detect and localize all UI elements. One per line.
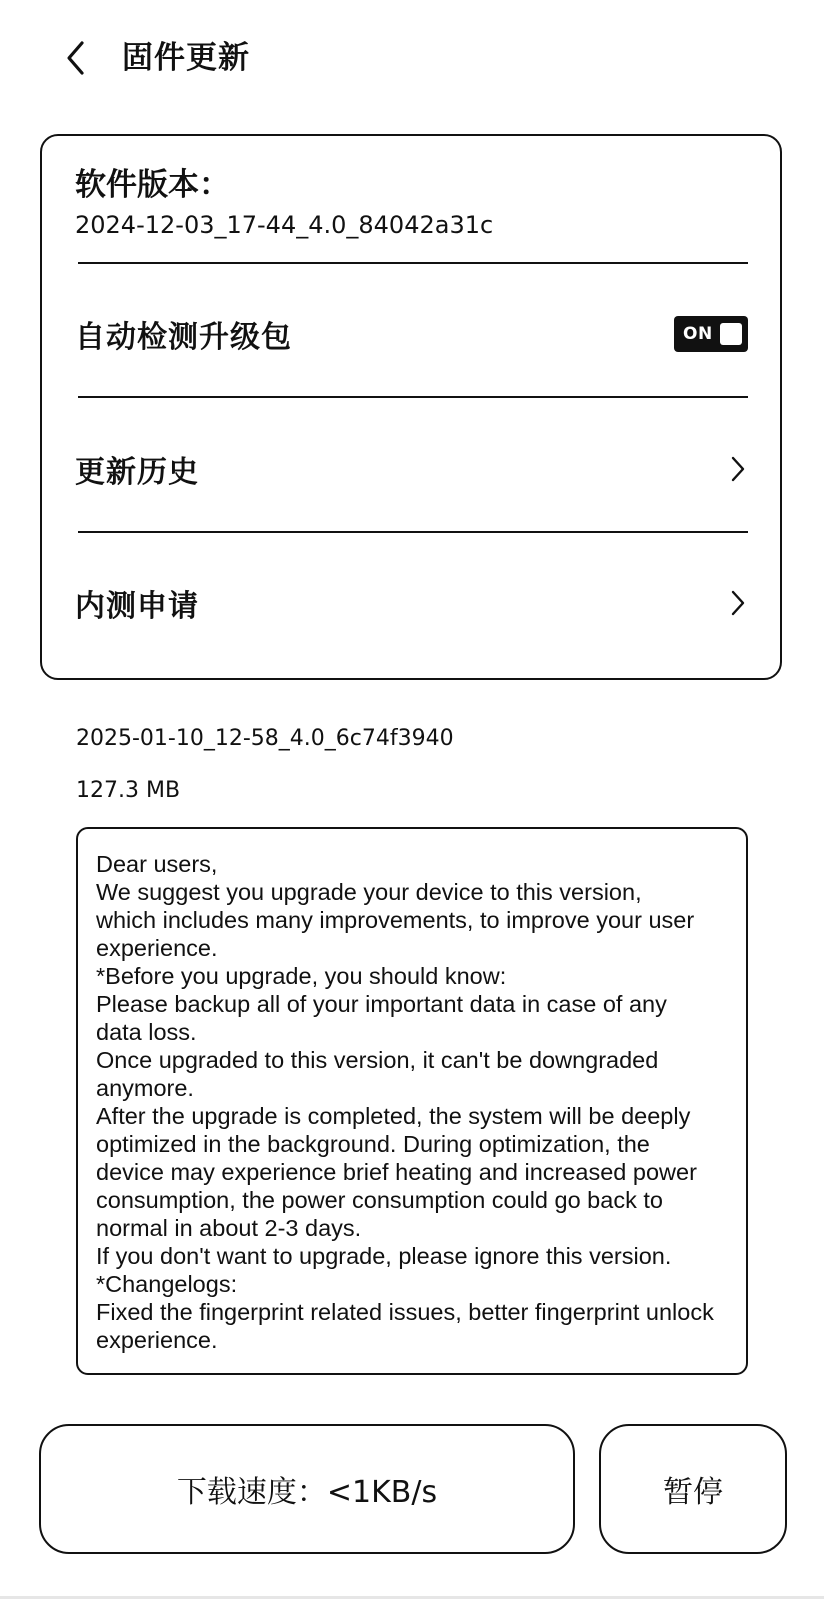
release-note-line: Fixed the fingerprint related issues, better fingerprint unlock [96, 1299, 714, 1325]
beta-apply-label: 内测申请 [75, 589, 199, 624]
software-version-value: 2024-12-03_17-44_4.0_84042a31c [75, 211, 494, 239]
toggle-knob [720, 323, 742, 345]
settings-card [40, 134, 782, 680]
toggle-state-text: ON [683, 324, 713, 344]
release-note-line: *Before you upgrade, you should know: [96, 963, 507, 989]
release-note-line: device may experience brief heating and increased power [96, 1159, 697, 1185]
release-note-line: optimized in the background. During optimization, the [96, 1131, 650, 1157]
page-title: 固件更新 [122, 40, 250, 76]
update-history-label: 更新历史 [75, 455, 199, 490]
top-bar [0, 28, 824, 88]
divider [78, 396, 748, 398]
chevron-right-icon [728, 587, 748, 619]
release-note-line: Dear users, [96, 851, 218, 877]
release-note-line: anymore. [96, 1075, 194, 1101]
release-note-line: consumption, the power consumption could go back to [96, 1187, 663, 1213]
release-note-line: experience. [96, 1327, 218, 1353]
release-note-line: After the upgrade is completed, the system will be deeply [96, 1103, 691, 1129]
auto-check-toggle[interactable] [674, 316, 748, 352]
pause-button[interactable]: 暂停 [599, 1424, 787, 1554]
divider [78, 531, 748, 533]
chevron-right-icon [728, 453, 748, 485]
beta-apply-row[interactable] [75, 573, 748, 633]
auto-check-label: 自动检测升级包 [75, 320, 292, 355]
back-button[interactable] [52, 34, 100, 82]
release-note-line: which includes many improvements, to improve your user [96, 907, 695, 933]
release-notes-box[interactable] [76, 827, 748, 1375]
auto-check-row [75, 304, 748, 364]
update-history-row[interactable] [75, 439, 748, 499]
release-note-line: If you don't want to upgrade, please ignore this version. [96, 1243, 672, 1269]
new-version-text: 2025-01-10_12-58_4.0_6c74f3940 [76, 726, 454, 751]
chevron-left-icon [64, 40, 88, 76]
divider [78, 262, 748, 264]
release-note-line: experience. [96, 935, 218, 961]
release-note-line: data loss. [96, 1019, 197, 1045]
download-speed-button[interactable]: 下载速度：<1KB/s [39, 1424, 575, 1554]
release-note-line: normal in about 2-3 days. [96, 1215, 362, 1241]
release-note-line: We suggest you upgrade your device to this version, [96, 879, 642, 905]
package-size-text: 127.3 MB [76, 778, 181, 803]
software-version-label: 软件版本： [75, 167, 230, 203]
release-note-line: *Changelogs: [96, 1271, 238, 1297]
software-version-block [75, 164, 747, 242]
release-note-line: Please backup all of your important data in case of any [96, 991, 667, 1017]
release-note-line: Once upgraded to this version, it can't be downgraded [96, 1047, 659, 1073]
